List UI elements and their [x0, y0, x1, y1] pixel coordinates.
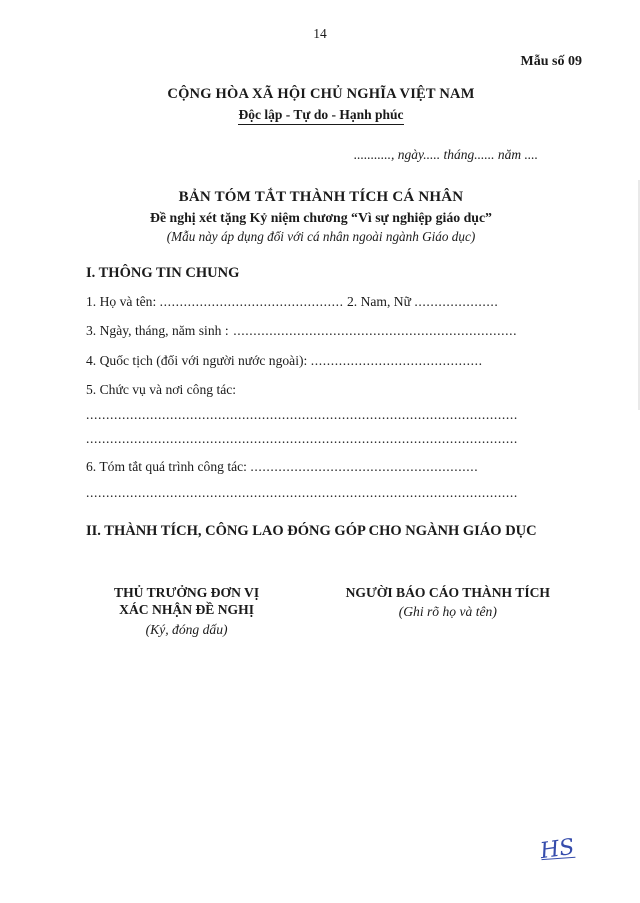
section-heading-general-info: I. THÔNG TIN CHUNG	[86, 265, 240, 281]
field-position-line-3[interactable]: ............................................................................................................	[86, 431, 518, 447]
field-birthdate-dots[interactable]: : .......................................................................	[224, 323, 518, 339]
national-motto: Độc lập - Tự do - Hạnh phúc	[238, 107, 403, 125]
document-note: (Mẫu này áp dụng đối với cá nhân ngoài ngành Giáo dục)	[166, 229, 476, 244]
field-gender-label: 2. Nam, Nữ	[346, 294, 411, 309]
field-birthdate-label: 3. Ngày, tháng, năm sinh	[86, 323, 222, 339]
document-subtitle: Đề nghị xét tặng Kỷ niệm chương “Vì sự nghiệp giáo dục”	[150, 210, 492, 225]
field-nationality	[86, 352, 556, 370]
field-nationality-label: 4. Quốc tịch (đối với người nước ngoài):	[86, 352, 308, 368]
signature-block-unit-head	[114, 584, 259, 638]
field-position-label: 5. Chức vụ và nơi công tác:	[86, 382, 237, 398]
handwritten-signature-text: HS	[538, 834, 576, 865]
national-title: CỘNG HÒA XÃ HỘI CHỦ NGHĨA VIỆT NAM	[167, 86, 475, 102]
field-fullname-dots[interactable]: ..............................................	[159, 294, 344, 309]
signature-unit-head-line-2: XÁC NHẬN ĐỀ NGHỊ	[119, 602, 254, 618]
signature-unit-head-note: (Ký, đóng dấu)	[145, 622, 228, 638]
field-work-history-label: 6. Tóm tắt quá trình công tác:	[86, 459, 247, 475]
document-body	[86, 86, 556, 638]
signature-area	[86, 584, 556, 638]
field-position	[86, 381, 556, 399]
national-motto-wrap	[86, 103, 556, 125]
document-title: BẢN TÓM TẮT THÀNH TÍCH CÁ NHÂN	[178, 189, 464, 205]
signature-unit-head-line-1: THỦ TRƯỞNG ĐƠN VỊ	[114, 584, 260, 600]
field-work-history-line-2[interactable]: ............................................................................................................	[86, 484, 518, 500]
field-fullname-label: 1. Họ và tên:	[86, 294, 157, 309]
field-nationality-dots[interactable]: ...........................................	[310, 352, 483, 368]
field-work-history	[86, 458, 556, 476]
field-work-history-dots[interactable]: .........................................................	[250, 459, 479, 475]
date-line: ..........., ngày..... tháng...... năm ....	[353, 147, 538, 162]
page-number: 14	[313, 26, 327, 41]
field-position-line-2[interactable]: ............................................................................................................	[86, 407, 518, 423]
signature-block-reporter	[346, 584, 550, 638]
field-gender-dots[interactable]: .....................	[414, 294, 499, 309]
section-heading-achievements: II. THÀNH TÍCH, CÔNG LAO ĐÓNG GÓP CHO NGÀNH GIÁO DỤC	[86, 522, 537, 539]
form-code: Mẫu số 09	[520, 54, 582, 69]
signature-reporter-line-1: NGƯỜI BÁO CÁO THÀNH TÍCH	[345, 584, 550, 600]
signature-reporter-note: (Ghi rõ họ và tên)	[398, 604, 497, 620]
field-fullname	[86, 293, 556, 311]
field-birthdate	[86, 322, 556, 340]
handwritten-signature-mark	[538, 834, 576, 865]
